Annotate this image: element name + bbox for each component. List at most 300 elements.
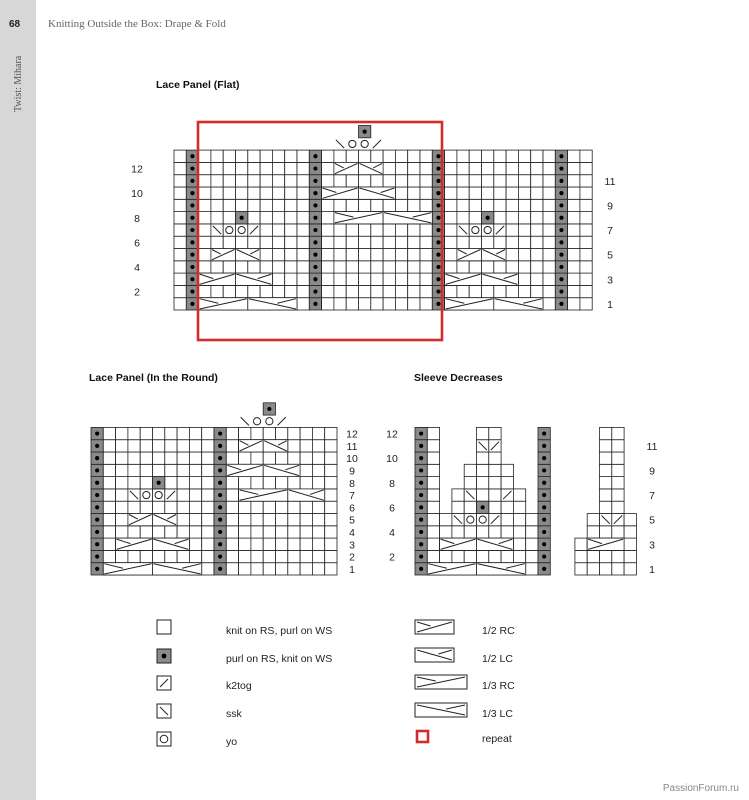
knit-cell [568,187,580,199]
knit-cell [383,150,395,162]
knit-cell [297,285,309,297]
knit-cell [543,175,555,187]
knit-cell [580,224,592,236]
knit-cell [531,187,543,199]
knit-cell [420,298,432,310]
knit-cell [297,249,309,261]
knit-cell [288,526,300,538]
knit-cell [251,563,263,575]
row-label-left: 4 [134,261,140,274]
knit-cell [239,427,251,439]
knit-cell [226,440,238,452]
legend-label-lc12: 1/2 LC [482,653,513,665]
knit-cell [395,150,407,162]
purl-dot-icon [95,567,99,571]
knit-cell [116,489,128,501]
knit-cell [103,538,115,550]
purl-dot-icon [95,493,99,497]
knit-cell [464,464,476,476]
row-label-right: 11 [604,175,616,188]
purl-dot-icon [313,265,317,269]
knit-cell [116,501,128,513]
knit-cell [575,538,587,550]
row-label-right: 7 [649,490,655,503]
knit-cell [165,427,177,439]
knit-cell [128,464,140,476]
knit-cell [288,514,300,526]
purl-dot-icon [419,518,423,522]
knit-cell [276,427,288,439]
knit-cell [325,489,337,501]
legend-label-lc13: 1/3 LC [482,708,513,720]
knit-cell [248,162,260,174]
knit-cell [312,464,324,476]
knit-cell [128,427,140,439]
knit-cell [202,489,214,501]
row-label-right: 1 [607,298,613,311]
knit-cell [285,285,297,297]
purl-dot-icon [95,481,99,485]
purl-dot-icon [218,505,222,509]
knit-cell [288,427,300,439]
knit-cell [288,452,300,464]
knit-cell [457,261,469,273]
knit-cell [612,477,624,489]
knit-cell [506,162,518,174]
row-label-left: 6 [134,237,140,250]
knit-cell [513,526,525,538]
knit-cell [427,452,439,464]
knit-cell [116,464,128,476]
knit-cell [174,199,186,211]
knit-cell [285,199,297,211]
knit-cell [371,249,383,261]
knit-cell [543,273,555,285]
legend-icons [157,620,467,746]
knit-cell [395,224,407,236]
knit-cell [600,452,612,464]
purl-dot-icon [190,154,194,158]
knit-cell [272,261,284,273]
knit-cell [128,526,140,538]
knit-cell [600,477,612,489]
knit-cell [202,550,214,562]
knit-cell [600,550,612,562]
knit-cell [223,150,235,162]
knit-cell [272,187,284,199]
purl-dot-icon [218,431,222,435]
knit-cell [624,538,636,550]
knit-cell [408,273,420,285]
knit-cell [501,501,513,513]
knit-cell [189,477,201,489]
legend-label-rc13: 1/3 RC [482,680,515,692]
knit-cell [494,199,506,211]
knit-cell [531,199,543,211]
purl-dot-icon [218,481,222,485]
row-label-left: 8 [389,477,395,490]
purl-dot-icon [218,493,222,497]
knit-cell [272,150,284,162]
knit-cell [248,212,260,224]
knit-cell [251,514,263,526]
knit-cell [501,550,513,562]
knit-cell [445,236,457,248]
knit-cell [300,514,312,526]
knit-cell [580,273,592,285]
knit-cell [312,550,324,562]
knit-cell [580,150,592,162]
purl-dot-icon [542,456,546,460]
knit-cell [199,199,211,211]
knit-cell [199,285,211,297]
knit-cell [600,563,612,575]
knit-cell [140,501,152,513]
knit-cell [239,563,251,575]
knit-cell [239,550,251,562]
knit-cell [359,150,371,162]
knit-cell [371,150,383,162]
knit-cell [285,150,297,162]
knit-cell [395,261,407,273]
knit-cell [251,550,263,562]
knit-cell [568,199,580,211]
knit-cell [239,452,251,464]
knit-cell [526,563,538,575]
purl-dot-icon [95,505,99,509]
purl-dot-icon [313,191,317,195]
knit-cell [116,550,128,562]
purl-dot-icon [419,567,423,571]
knit-cell [575,563,587,575]
knit-cell [531,261,543,273]
knit-cell [518,150,530,162]
knit-cell [494,285,506,297]
purl-dot-icon [542,554,546,558]
purl-dot-icon [190,289,194,293]
knit-cell [322,285,334,297]
purl-dot-icon [313,179,317,183]
knit-cell [223,187,235,199]
knit-cell [226,452,238,464]
purl-dot-icon [218,554,222,558]
knit-cell [346,150,358,162]
knit-cell [501,526,513,538]
knit-cell [420,249,432,261]
purl-dot-icon [436,216,440,220]
knit-cell [297,162,309,174]
knit-cell [359,273,371,285]
knit-cell [513,501,525,513]
knit-cell [189,514,201,526]
knit-cell [469,261,481,273]
knit-cell [263,550,275,562]
knit-cell [165,526,177,538]
purl-dot-icon [436,179,440,183]
knit-cell [371,285,383,297]
knit-cell [226,563,238,575]
knit-cell [506,187,518,199]
knit-cell [395,199,407,211]
knit-cell [427,550,439,562]
purl-dot-icon [419,530,423,534]
knit-cell [482,175,494,187]
knit-cell [531,162,543,174]
knit-cell [568,285,580,297]
row-label-right: 12 [346,428,358,441]
purl-dot-icon [190,179,194,183]
knit-cell [202,538,214,550]
knit-cell [223,175,235,187]
knit-cell [457,285,469,297]
knit-cell [600,489,612,501]
knit-cell [103,501,115,513]
legend-label-knit: knit on RS, purl on WS [226,625,333,637]
knit-cell [325,550,337,562]
knit-cell [300,464,312,476]
knit-cell [300,501,312,513]
knit-cell [322,298,334,310]
purl-dot-icon [218,518,222,522]
knit-cell [153,550,165,562]
purl-dot-icon [190,216,194,220]
knit-cell [346,261,358,273]
knit-cell [297,298,309,310]
knit-cell [531,273,543,285]
knit-cell [445,224,457,236]
knit-cell [174,236,186,248]
knit-cell [236,187,248,199]
knit-cell [236,261,248,273]
knit-cell [518,212,530,224]
knit-cell [276,501,288,513]
purl-dot-icon [313,166,317,170]
knit-cell [248,150,260,162]
row-label-right: 1 [649,563,655,576]
knit-cell [587,563,599,575]
knit-cell [543,162,555,174]
knit-cell [297,273,309,285]
purl-dot-icon [190,191,194,195]
knit-cell [223,261,235,273]
knit-cell [288,477,300,489]
knit-cell [322,261,334,273]
knit-cell [543,236,555,248]
knit-cell [223,212,235,224]
purl-dot-icon [559,277,563,281]
knit-cell [226,477,238,489]
purl-dot-icon [190,240,194,244]
knit-cell [346,175,358,187]
knit-cell [199,261,211,273]
knit-cell [325,538,337,550]
knit-cell [236,285,248,297]
knit-cell [469,285,481,297]
knit-cell [263,427,275,439]
knit-cell [543,187,555,199]
knit-cell [260,236,272,248]
knit-cell [395,162,407,174]
chart-lace-panel-flat [131,122,615,340]
knit-cell [383,236,395,248]
knit-cell [177,526,189,538]
knit-cell [322,249,334,261]
knit-cell [518,162,530,174]
legend-label-repeat: repeat [482,733,512,745]
knit-cell [276,563,288,575]
purl-dot-icon [559,216,563,220]
knit-cell [457,162,469,174]
legend-label-ssk: ssk [226,708,242,720]
knit-cell [477,489,489,501]
knit-cell [239,514,251,526]
knit-cell [248,175,260,187]
knit-cell [226,538,238,550]
row-label-right: 5 [349,514,355,527]
knit-cell [285,212,297,224]
purl-dot-icon [436,253,440,257]
knit-cell [300,477,312,489]
row-label-left: 12 [386,428,398,441]
knit-cell [600,427,612,439]
knit-cell [408,261,420,273]
knit-cell [263,477,275,489]
knit-cell [580,285,592,297]
knit-cell [568,150,580,162]
knit-cell [420,236,432,248]
purl-dot-icon [542,444,546,448]
knit-cell [482,261,494,273]
knit-cell [600,464,612,476]
knit-cell [469,175,481,187]
legend-label-rc12: 1/2 RC [482,625,515,637]
knit-cell [263,514,275,526]
knit-cell [251,477,263,489]
knit-cell [211,150,223,162]
knit-cell [312,477,324,489]
purl-dot-icon [436,240,440,244]
knit-cell [297,150,309,162]
knit-cell [568,298,580,310]
knit-cell [427,501,439,513]
row-label-right: 5 [649,514,655,527]
purl-dot-icon [559,191,563,195]
chart-title-round: Lace Panel (In the Round) [89,372,218,384]
purl-dot-icon [559,265,563,269]
purl-dot-icon [313,240,317,244]
knit-cell [427,440,439,452]
purl-dot-icon [559,179,563,183]
row-label-right: 10 [346,453,358,466]
knit-cell [276,452,288,464]
knit-cell [420,150,432,162]
row-label-right: 3 [349,539,355,552]
knit-cell [452,550,464,562]
knit-cell [612,440,624,452]
knit-cell [334,150,346,162]
knit-cell [322,224,334,236]
knit-cell [226,526,238,538]
knit-cell [260,285,272,297]
knit-cell [300,427,312,439]
knit-cell [248,236,260,248]
knit-square-icon [157,620,171,634]
knit-cell [543,199,555,211]
knit-cell [174,212,186,224]
knit-cell [624,526,636,538]
knit-cell [501,477,513,489]
chart-lace-panel-round [91,403,358,576]
purl-dot-icon [436,166,440,170]
knit-cell [239,538,251,550]
knit-cell [189,427,201,439]
knit-cell [427,489,439,501]
knit-cell [223,162,235,174]
knit-cell [202,440,214,452]
knit-cell [612,452,624,464]
knit-cell [612,501,624,513]
knit-cell [174,187,186,199]
knit-cell [211,199,223,211]
row-label-left: 10 [131,188,143,201]
knit-cell [165,464,177,476]
knit-cell [334,236,346,248]
knit-cell [568,175,580,187]
knit-cell [116,526,128,538]
knit-cell [494,187,506,199]
knit-cell [177,501,189,513]
knit-cell [300,440,312,452]
purl-dot-icon [542,493,546,497]
knit-cell [427,427,439,439]
knit-cell [501,464,513,476]
knit-cell [580,199,592,211]
knit-cell [408,249,420,261]
knit-cell [272,273,284,285]
knit-cell [128,477,140,489]
knit-cell [153,501,165,513]
knit-cell [383,199,395,211]
purl-dot-icon [95,444,99,448]
yo-icon [266,418,273,425]
purl-dot-icon [190,265,194,269]
knit-cell [223,285,235,297]
knit-cell [140,477,152,489]
knit-cell [482,236,494,248]
knit-cell [248,285,260,297]
knit-cell [489,464,501,476]
knit-cell [312,538,324,550]
knit-cell [334,175,346,187]
knit-cell [272,175,284,187]
knit-cell [297,261,309,273]
knit-cell [140,489,152,501]
knit-cell [457,212,469,224]
knit-cell [489,526,501,538]
knit-cell [612,489,624,501]
knit-cell [427,514,439,526]
purl-dot-icon [559,228,563,232]
knit-cell [518,261,530,273]
purl-dot-icon [313,203,317,207]
purl-dot-icon [190,302,194,306]
knit-cell [177,489,189,501]
knit-cell [174,162,186,174]
knit-cell [359,261,371,273]
purl-dot-icon [95,542,99,546]
knit-cell [489,452,501,464]
purl-dot-icon [419,444,423,448]
